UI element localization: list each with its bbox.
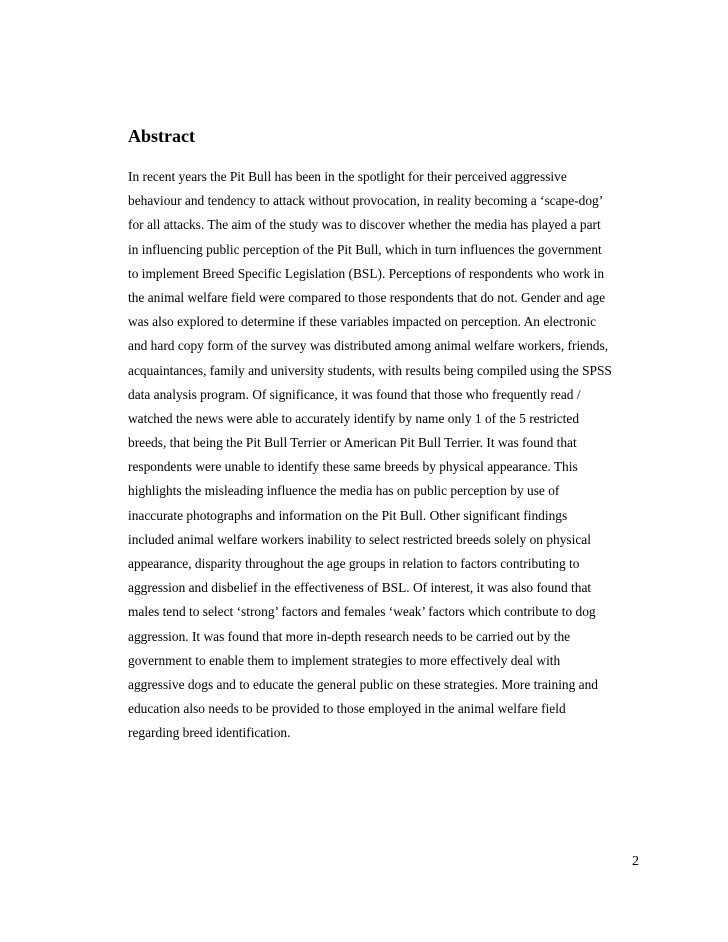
text-line: breeds, that being the Pit Bull Terrier or American Pit Bull Terrier. It was found that (128, 435, 577, 451)
text-line: and hard copy form of the survey was distributed among animal welfare workers, friends, (128, 338, 609, 354)
text-line: behaviour and tendency to attack without provocation, in reality becoming a ‘scape-dog’ (128, 193, 604, 209)
text-line: in influencing public perception of the Pit Bull, which in turn influences the government (128, 241, 602, 257)
abstract-body (128, 165, 612, 746)
text-line: the animal welfare field were compared to those respondents that do not. Gender and age (128, 289, 606, 305)
text-line: acquaintances, family and university students, with results being compiled using the SPSS (128, 362, 612, 378)
text-line: data analysis program. Of significance, it was found that those who frequently read / (128, 386, 581, 402)
text-line: highlights the misleading influence the media has on public perception by use of (128, 483, 560, 499)
text-line: aggression. It was found that more in-depth research needs to be carried out by the (128, 628, 571, 644)
text-line: In recent years the Pit Bull has been in the spotlight for their perceived aggressive (128, 169, 567, 184)
text-line: inaccurate photographs and information on the Pit Bull. Other significant findings (128, 507, 568, 523)
text-line: regarding breed identification. (128, 725, 291, 741)
text-line: included animal welfare workers inability to select restricted breeds solely on physical (128, 531, 591, 547)
text-line: aggression and disbelief in the effectiveness of BSL. Of interest, it was also found that (128, 580, 592, 596)
text-line: education also needs to be provided to those employed in the animal welfare field (128, 701, 566, 717)
text-line: watched the news were able to accurately identify by name only 1 of the 5 restricted (128, 410, 580, 426)
text-line: aggressive dogs and to educate the general public on these strategies. More training and (128, 676, 599, 692)
text-line: respondents were unable to identify these same breeds by physical appearance. This (128, 459, 578, 475)
text-line: government to enable them to implement strategies to more effectively deal with (128, 652, 561, 668)
text-line: was also explored to determine if these variables impacted on perception. An electronic (128, 314, 597, 330)
text-line: for all attacks. The aim of the study was to discover whether the media has played a part (128, 217, 601, 233)
text-line: appearance, disparity throughout the age groups in relation to factors contributing to (128, 556, 580, 571)
abstract-heading: Abstract (128, 126, 195, 146)
text-line: males tend to select ‘strong’ factors and females ‘weak’ factors which contribute to dog (128, 604, 596, 620)
page-number: 2 (632, 854, 639, 869)
text-line: to implement Breed Specific Legislation (BSL). Perceptions of respondents who work in (128, 265, 605, 281)
